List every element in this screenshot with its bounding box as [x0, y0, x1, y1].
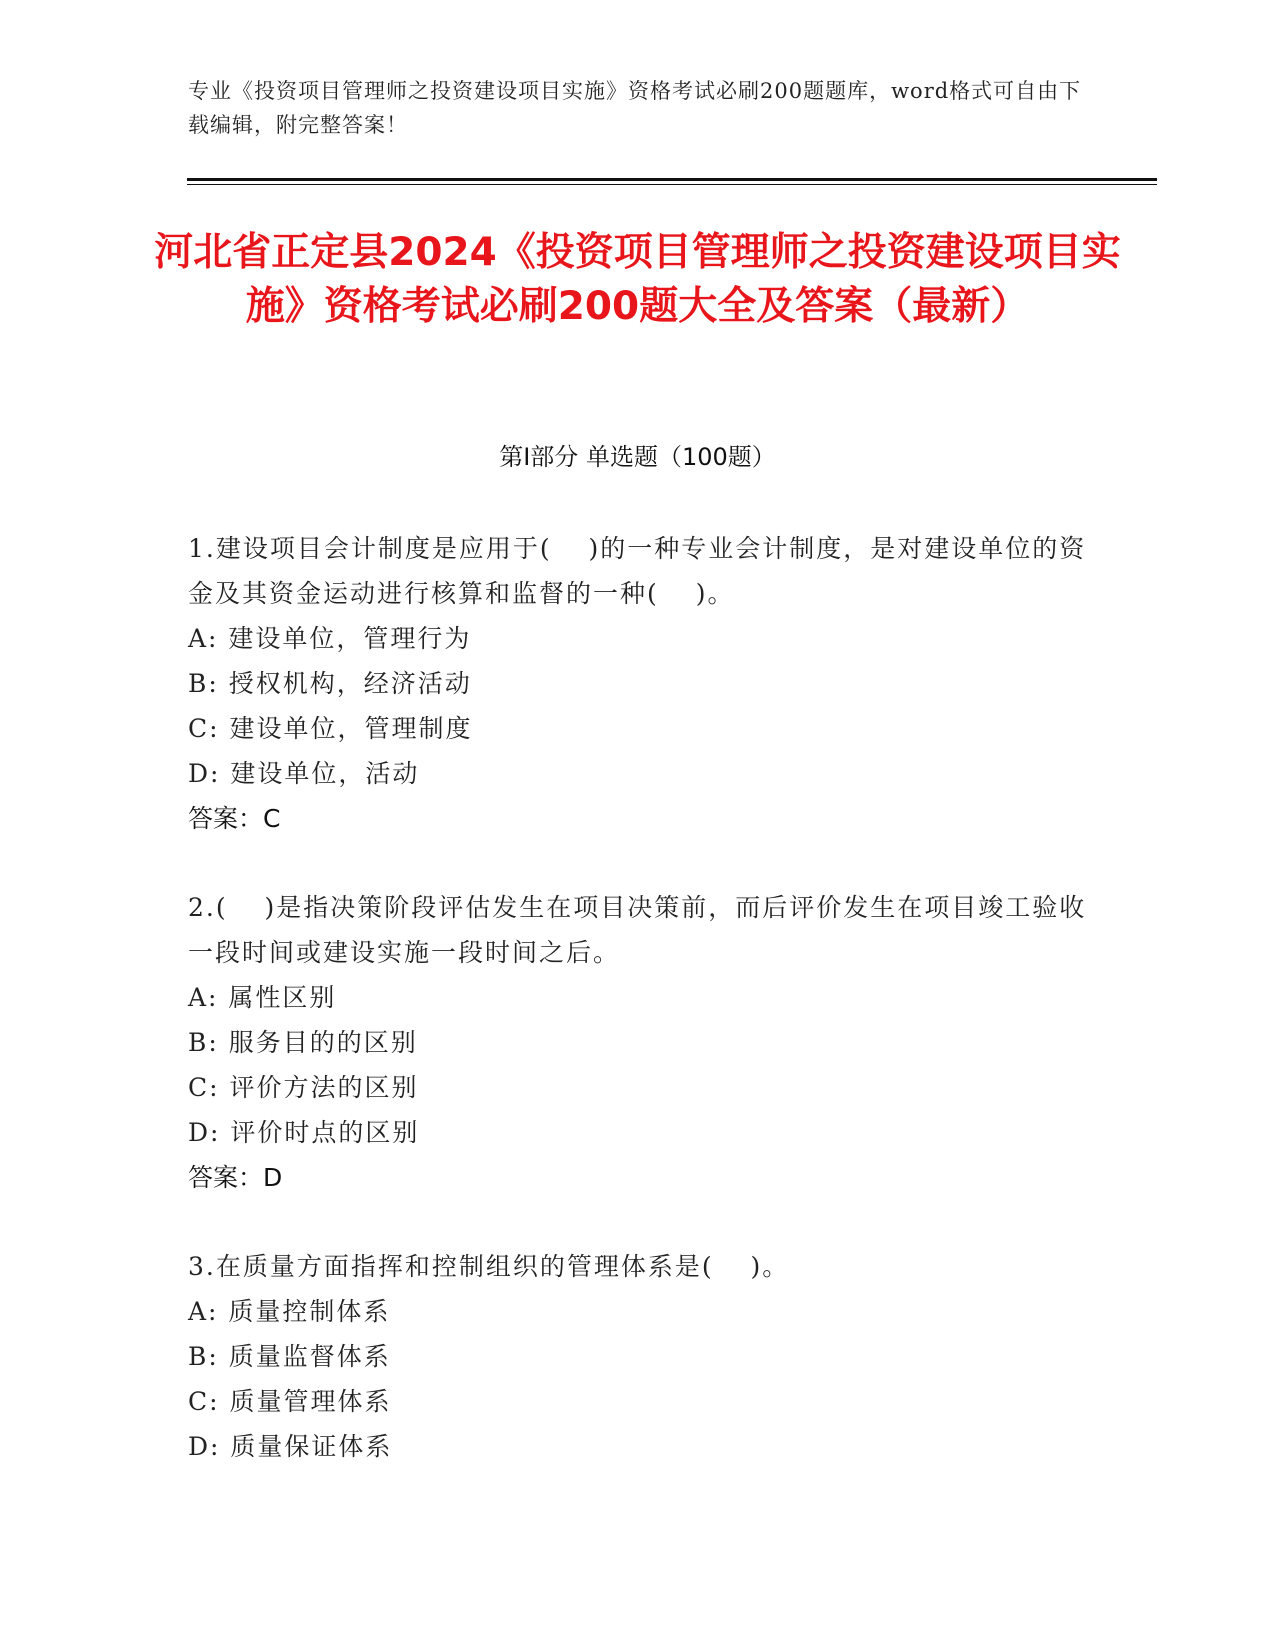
option-d: D: 评价时点的区别	[188, 1118, 420, 1147]
option-b: B: 质量监督体系	[188, 1342, 391, 1371]
option-b: B: 授权机构，经济活动	[188, 669, 472, 698]
header-note: 专业《投资项目管理师之投资建设项目实施》资格考试必刷200题题库，word格式可自由下载编辑，附完整答案！	[188, 79, 1082, 137]
questions-list	[188, 526, 1088, 1513]
answer-line: 答案：C	[188, 804, 281, 833]
option-b: B: 服务目的的区别	[188, 1028, 418, 1057]
option-c: C: 评价方法的区别	[188, 1073, 419, 1102]
answer-line: 答案：D	[188, 1163, 283, 1192]
document-title: 河北省正定县2024《投资项目管理师之投资建设项目实施》资格考试必刷200题大全及答案（最新）	[154, 230, 1121, 329]
option-a: A: 建设单位，管理行为	[188, 624, 472, 653]
option-d: D: 质量保证体系	[188, 1432, 393, 1461]
section-heading: 第Ⅰ部分 单选题（100题）	[499, 443, 776, 471]
header-rule-thick	[187, 178, 1157, 181]
option-a: A: 属性区别	[188, 983, 337, 1012]
option-c: C: 质量管理体系	[188, 1387, 392, 1416]
question-2	[188, 885, 1088, 1200]
option-a: A: 质量控制体系	[188, 1297, 391, 1326]
option-d: D: 建设单位，活动	[188, 759, 420, 788]
option-c: C: 建设单位，管理制度	[188, 714, 473, 743]
question-3	[188, 1244, 1088, 1469]
question-stem: 1.建设项目会计制度是应用于( )的一种专业会计制度，是对建设单位的资金及其资金运动进行核算和监督的一种( )。	[188, 534, 1087, 608]
header-rule-thin	[187, 184, 1157, 185]
question-stem: 3.在质量方面指挥和控制组织的管理体系是( )。	[188, 1252, 790, 1281]
question-1	[188, 526, 1088, 841]
question-stem: 2.( )是指决策阶段评估发生在项目决策前，而后评价发生在项目竣工验收一段时间或建设实施一段时间之后。	[188, 893, 1087, 967]
